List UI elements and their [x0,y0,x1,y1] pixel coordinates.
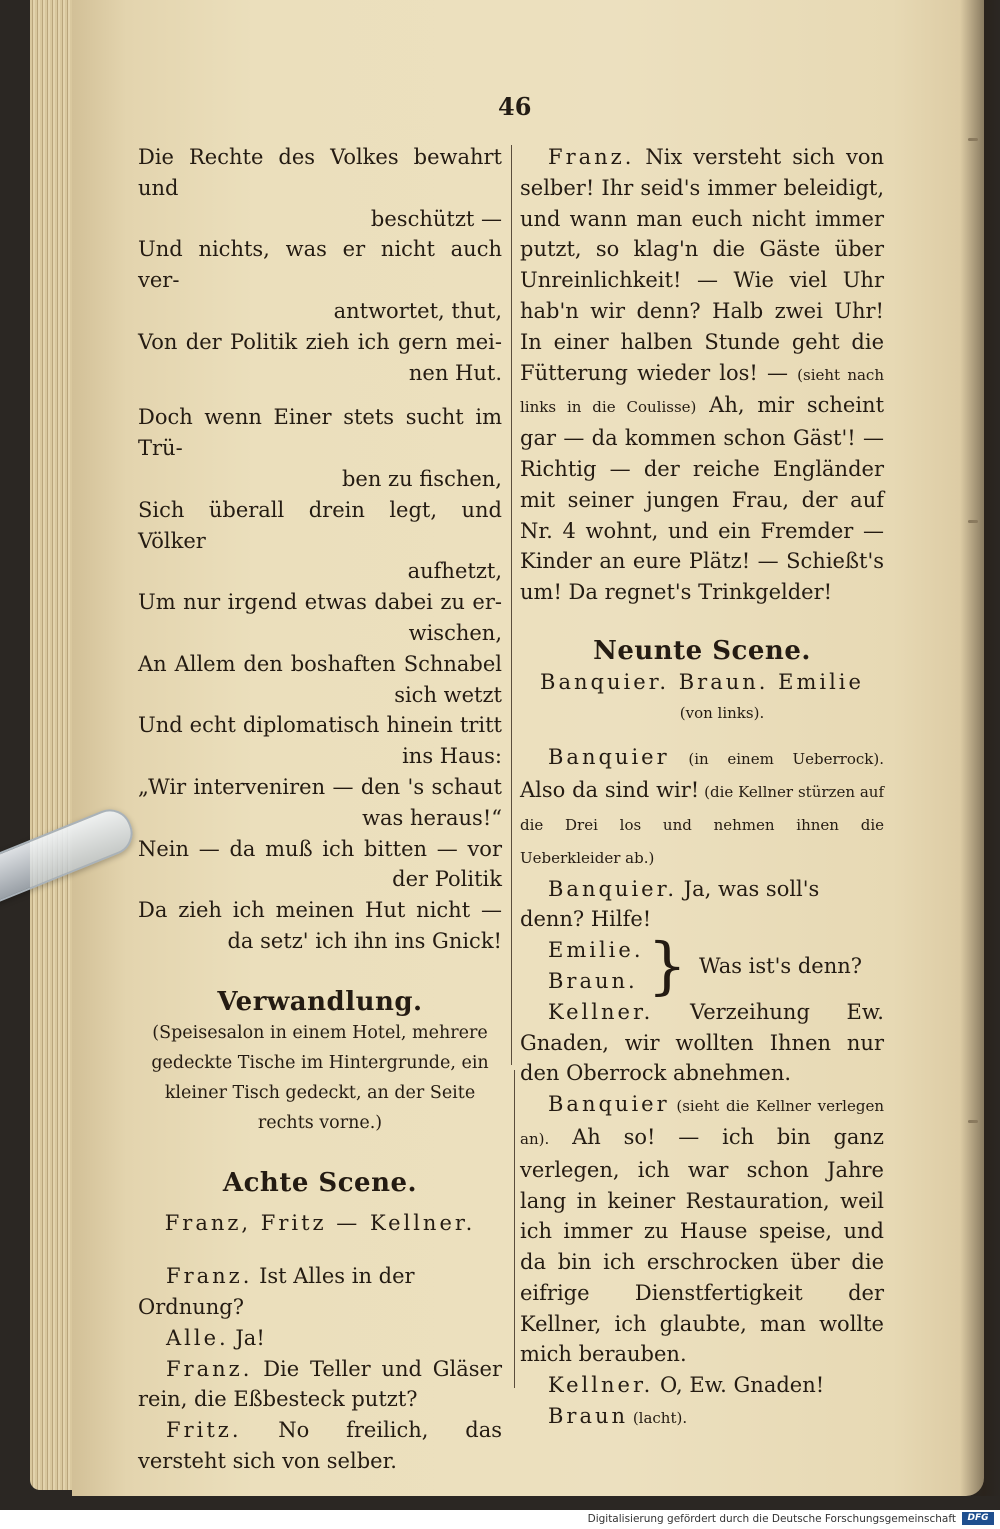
dialogue-text: Nix versteht sich von selber! Ihr seid's immer beleidigt, und wann man euch nicht immer putzt, so klag'n die Gäste über Unreinlichkeit! — Wie viel Uhr hab'n wir denn? Halb zwei Uhr! In einer halben Stunde geht die Fütterung wieder los! — [520,145,884,385]
dialogue-text: No freilich, das versteht sich von selber. [138,1418,502,1473]
verse-block [138,142,502,957]
stage-direction: (sieht die Kellner verlegen an). [520,1097,884,1148]
speaker-name: Kellner. [548,999,654,1024]
verse-line: Und nichts, was er nicht auch ver- [138,237,502,293]
speaker-name: Banquier [548,1092,670,1117]
speaker-name: Fritz. [166,1418,242,1443]
verse-continuation: ins Haus: [402,744,502,769]
footer-credit: Digitalisierung gefördert durch die Deutsche Forschungsgemeinschaft [587,1513,956,1525]
binding-stitch [968,1120,978,1123]
page-number: 46 [498,92,532,121]
dialogue-text: Ja! [228,1325,265,1350]
verse-line: An Allem den boshaften Schnabel [138,651,502,676]
dialogue-line [138,1323,502,1354]
speaker-name: Alle. [166,1325,229,1350]
dialogue-line [138,1261,502,1323]
dialogue-text: Ist Alles in der Ordnung? [138,1264,415,1319]
verse-continuation: nen Hut. [408,360,502,385]
scene-heading: Neunte Scene. [593,635,811,666]
speaker-name: Braun. [548,968,638,993]
verse-line: Doch wenn Einer stets sucht im Trü- [138,405,502,461]
dfg-logo-icon: DFG [962,1512,994,1525]
verse-continuation: was heraus!“ [362,805,502,830]
brace-symbol: } [647,928,687,1002]
verse-continuation: wischen, [408,620,502,645]
dialogue-text: Ah so! — ich bin ganz verlegen, ich war schon Jahre lang in keiner Restauration, weil ich immer zu Hause speise, und da bin ich erschrocken über die eifrige Dienstfertigkeit der Kellner, ich glaubte, man wollte mich berauben. [520,1124,884,1367]
verse-line: „Wir interveniren — den 's schaut [138,774,502,799]
dialogue-line [520,874,884,936]
speaker-name: Braun [548,1404,629,1429]
dialogue-text: Also da sind wir! [520,778,700,803]
column-divider [511,145,512,1065]
dialogue-text: Verzeihung Ew. Gnaden, wir wollten Ihnen nur den Oberrock abnehmen. [520,999,884,1086]
stage-direction: (Speisesalon in einem Hotel, mehrere gedeckte Tische im Hintergrunde, ein kleiner Tisch gedeckt, an der Seite rechts vorne.) [151,1022,489,1133]
verse-line: Um nur irgend etwas dabei zu er- [138,590,502,615]
verse-continuation: antwortet, thut, [333,298,502,323]
character-list: Banquier. Braun. Emilie [540,669,864,694]
speaker-name: Kellner. [548,1373,654,1398]
column-divider [514,1070,515,1388]
dialogue-line [520,1089,884,1370]
dialogue-text: Was ist's denn? [698,953,863,978]
speaker-name: Emilie. [548,938,644,963]
character-note: (von links). [679,703,765,722]
dialogue-line [138,1415,502,1477]
speaker-group [548,935,644,997]
verse-continuation: beschützt — [370,206,502,231]
dialogue-text: Die Teller und Gläser rein, die Eßbesteck putzt? [138,1356,502,1412]
dialogue-text: Ja, was soll's denn? Hilfe! [520,876,820,932]
dialogue-line [520,142,884,608]
verse-line: Die Rechte des Volkes bewahrt und [138,145,502,200]
dialogue-line [520,1370,884,1401]
verse-continuation: der Politik [392,867,502,892]
dialogue-line [520,742,884,873]
binding-stitch [968,520,978,523]
verse-continuation: ben zu fischen, [341,466,502,491]
speaker-name: Franz. [548,145,635,169]
joint-speakers [520,928,884,1002]
stage-direction: (sieht nach links in die Coulisse) [520,365,884,417]
speaker-name: Franz. [166,1356,253,1381]
verse-continuation: aufhetzt, [407,559,502,584]
dialogue-text: O, Ew. Gnaden! [653,1373,825,1398]
speaker-name: Banquier [548,745,670,770]
dialogue-line [520,997,884,1089]
right-column [520,142,884,1434]
scene-change-heading: Verwandlung. [217,986,423,1017]
verse-line: Da zieh ich meinen Hut nicht — [138,898,502,923]
scene-heading: Achte Scene. [222,1167,418,1198]
stage-direction: (lacht). [628,1409,688,1428]
dialogue-text: Ah, mir scheint gar — da kommen schon Gäst'! — Richtig — der reiche Engländer mit seiner jungen Frau, der auf Nr. 4 wohnt, und ein Fremder — Kinder an eure Plätz! — Schießt's um! Da regnet's Trinkgelder! [520,393,885,605]
stage-direction: (die Kellner stürzen auf die Drei los und nehmen ihnen die Ueberkleider ab.) [520,783,885,867]
stage-direction: (in einem Ueberrock). [669,750,884,769]
verse-continuation: sich wetzt [394,682,502,707]
speaker-name: Franz. [166,1264,253,1289]
verse-line: Und echt diplomatisch hinein tritt [138,713,502,738]
binding-shadow [960,0,1000,1496]
speaker-name: Banquier. [548,876,677,901]
character-list: Franz, Fritz — Kellner. [164,1211,476,1236]
dialogue-line [138,1354,502,1416]
verse-line: Sich überall drein legt, und Völker [138,497,502,553]
verse-line: Nein — da muß ich bitten — vor [138,836,502,861]
verse-continuation: da setz' ich ihn ins Gnick! [227,928,502,953]
left-column [138,142,502,1477]
verse-line: Von der Politik zieh ich gern mei- [138,329,502,354]
binding-stitch [968,138,978,141]
dialogue-line [520,1401,884,1434]
